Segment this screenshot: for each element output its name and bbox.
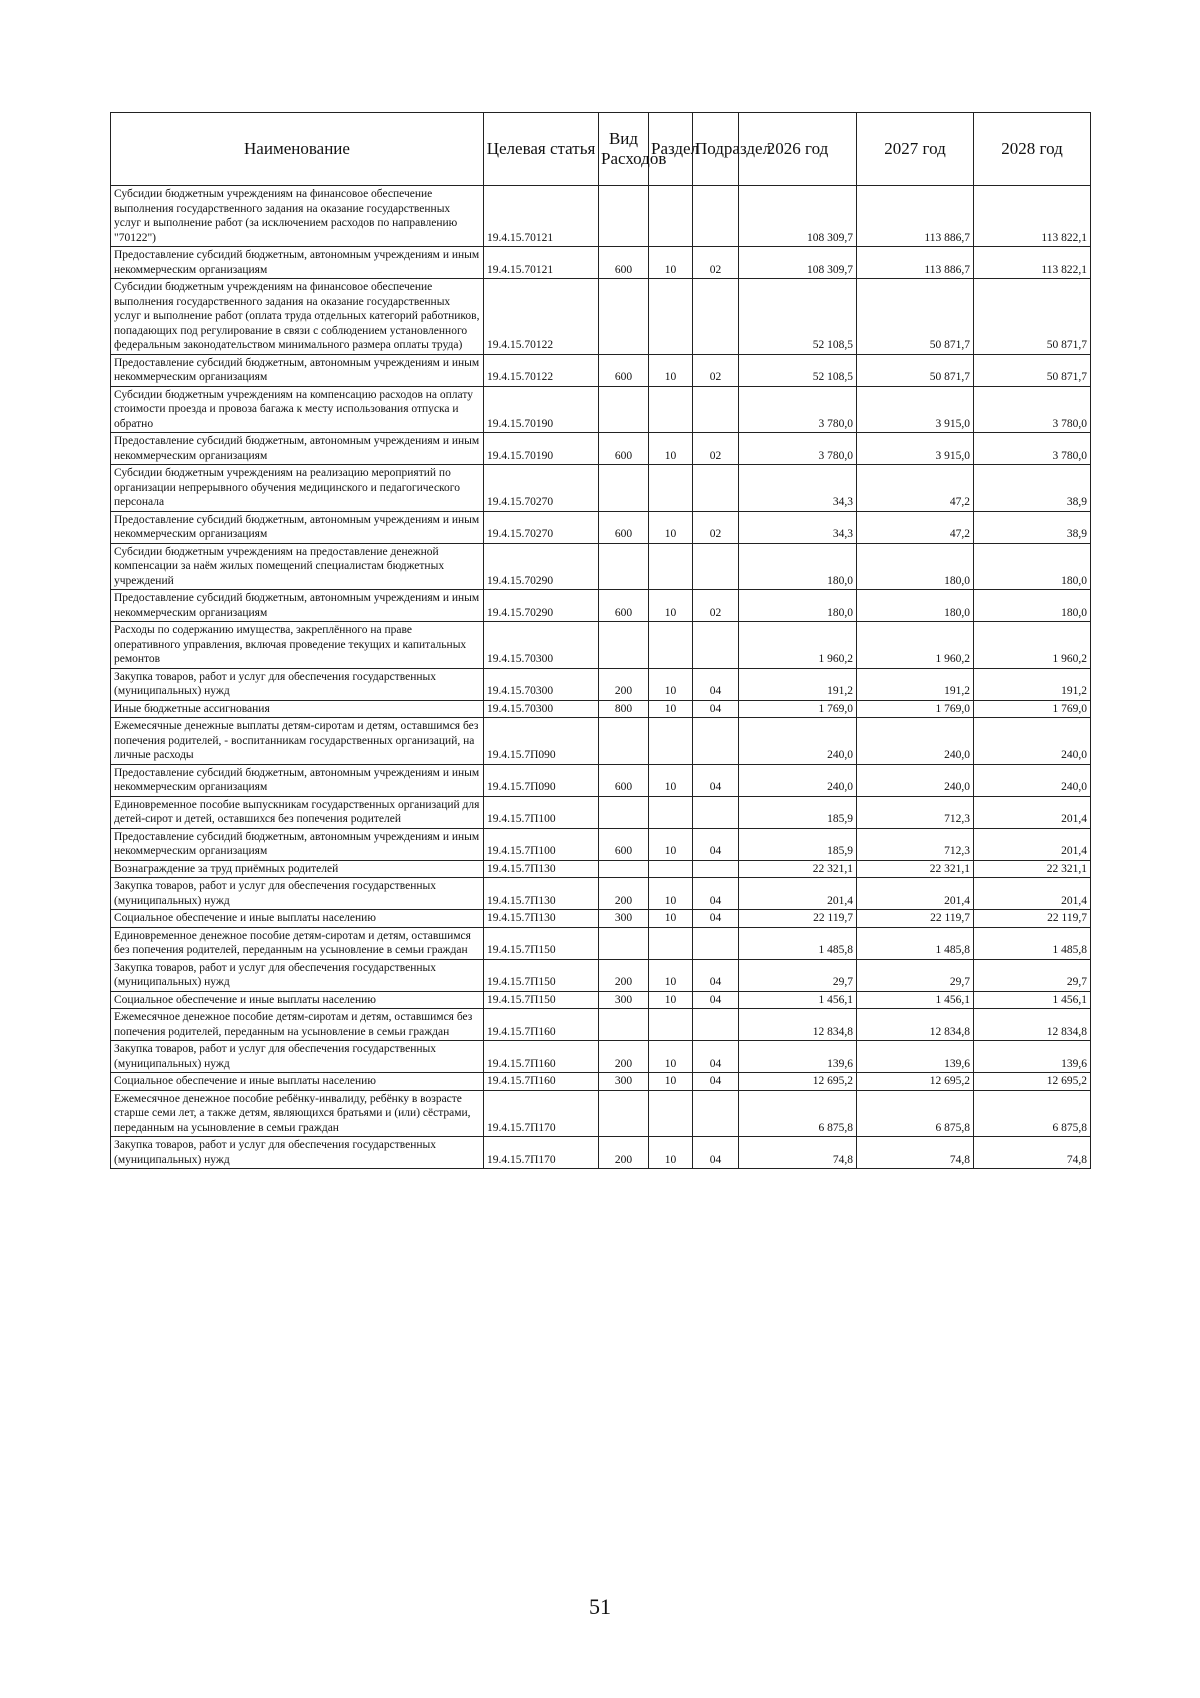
row-vid: 600 [599,590,649,622]
row-value-2028: 191,2 [974,668,1091,700]
row-value-2026: 1 456,1 [739,991,857,1009]
row-target-code: 19.4.15.70270 [484,511,599,543]
header-2026: 2026 год [739,113,857,186]
row-vid [599,279,649,355]
row-name: Предоставление субсидий бюджетным, автономным учреждениям и иным некоммерческим организациям [111,590,484,622]
row-razdel: 10 [649,511,693,543]
row-target-code: 19.4.15.7П130 [484,910,599,928]
row-value-2027: 47,2 [857,465,974,512]
table-row [111,959,1091,991]
table-row [111,511,1091,543]
row-razdel: 10 [649,910,693,928]
row-target-code: 19.4.15.70121 [484,186,599,247]
table-row [111,1009,1091,1041]
row-target-code: 19.4.15.7П150 [484,991,599,1009]
row-name: Социальное обеспечение и иные выплаты населению [111,1073,484,1091]
row-target-code: 19.4.15.70270 [484,465,599,512]
row-target-code: 19.4.15.70290 [484,590,599,622]
row-value-2028: 113 822,1 [974,186,1091,247]
table-row [111,878,1091,910]
row-podrazdel [693,543,739,590]
row-value-2026: 22 119,7 [739,910,857,928]
row-value-2028: 29,7 [974,959,1091,991]
row-name: Субсидии бюджетным учреждениям на финансовое обеспечение выполнения государственного задания на оказание государственных услуг и выполнение работ (за исключением расходов по направлению "70122") [111,186,484,247]
row-value-2028: 113 822,1 [974,247,1091,279]
row-name: Расходы по содержанию имущества, закреплённого на праве оперативного управления, включая проведение текущих и капитальных ремонтов [111,622,484,669]
document-page [110,112,1090,1169]
row-value-2028: 1 456,1 [974,991,1091,1009]
row-razdel: 10 [649,668,693,700]
row-value-2027: 712,3 [857,828,974,860]
row-name: Закупка товаров, работ и услуг для обеспечения государственных (муниципальных) нужд [111,1137,484,1169]
row-value-2026: 1 960,2 [739,622,857,669]
row-value-2026: 185,9 [739,828,857,860]
header-razdel: Раздел [649,113,693,186]
row-vid: 200 [599,878,649,910]
row-value-2026: 3 780,0 [739,433,857,465]
row-razdel [649,543,693,590]
row-target-code: 19.4.15.7П160 [484,1041,599,1073]
row-value-2027: 139,6 [857,1041,974,1073]
row-razdel: 10 [649,247,693,279]
row-podrazdel: 04 [693,700,739,718]
row-value-2026: 52 108,5 [739,279,857,355]
row-name: Закупка товаров, работ и услуг для обеспечения государственных (муниципальных) нужд [111,959,484,991]
row-razdel: 10 [649,700,693,718]
table-row [111,991,1091,1009]
table-row [111,622,1091,669]
row-vid [599,186,649,247]
table-row [111,1073,1091,1091]
row-podrazdel: 04 [693,910,739,928]
header-vid: Вид Расходов [599,113,649,186]
row-target-code: 19.4.15.7П150 [484,959,599,991]
row-value-2027: 240,0 [857,764,974,796]
table-row [111,465,1091,512]
row-value-2027: 191,2 [857,668,974,700]
row-vid [599,860,649,878]
table-row [111,186,1091,247]
row-value-2027: 29,7 [857,959,974,991]
row-target-code: 19.4.15.70121 [484,247,599,279]
row-value-2027: 1 456,1 [857,991,974,1009]
table-row [111,668,1091,700]
row-name: Субсидии бюджетным учреждениям на предоставление денежной компенсации за наём жилых помещений специалистам бюджетных учреждений [111,543,484,590]
row-razdel [649,1090,693,1137]
row-name: Предоставление субсидий бюджетным, автономным учреждениям и иным некоммерческим организациям [111,247,484,279]
row-razdel [649,718,693,765]
table-body [111,186,1091,1169]
row-vid: 200 [599,1137,649,1169]
row-razdel [649,279,693,355]
row-value-2027: 240,0 [857,718,974,765]
row-vid [599,1009,649,1041]
row-target-code: 19.4.15.70190 [484,386,599,433]
row-target-code: 19.4.15.70300 [484,622,599,669]
table-row [111,1137,1091,1169]
row-name: Ежемесячное денежное пособие детям-сиротам и детям, оставшимся без попечения родителей, переданным на усыновление в семьи граждан [111,1009,484,1041]
row-razdel [649,1009,693,1041]
row-vid: 800 [599,700,649,718]
header-podrazdel: Подраздел [693,113,739,186]
row-razdel: 10 [649,354,693,386]
row-target-code: 19.4.15.70300 [484,668,599,700]
row-podrazdel [693,927,739,959]
row-razdel: 10 [649,878,693,910]
row-value-2028: 3 780,0 [974,386,1091,433]
row-value-2026: 108 309,7 [739,247,857,279]
row-razdel: 10 [649,959,693,991]
row-name: Социальное обеспечение и иные выплаты населению [111,910,484,928]
row-name: Ежемесячное денежное пособие ребёнку-инвалиду, ребёнку в возрасте старше семи лет, а также детям, являющихся братьями и (или) сёстрами, переданным на усыновление в семьи граждан [111,1090,484,1137]
row-target-code: 19.4.15.7П100 [484,796,599,828]
row-target-code: 19.4.15.7П160 [484,1009,599,1041]
row-razdel [649,622,693,669]
row-vid: 200 [599,959,649,991]
budget-table [110,112,1091,1169]
row-value-2027: 180,0 [857,590,974,622]
row-target-code: 19.4.15.70122 [484,279,599,355]
row-razdel: 10 [649,433,693,465]
row-name: Иные бюджетные ассигнования [111,700,484,718]
row-podrazdel [693,1090,739,1137]
row-podrazdel: 04 [693,878,739,910]
row-value-2028: 6 875,8 [974,1090,1091,1137]
row-podrazdel [693,386,739,433]
table-row [111,1041,1091,1073]
row-value-2028: 50 871,7 [974,354,1091,386]
table-row [111,764,1091,796]
row-value-2026: 185,9 [739,796,857,828]
row-podrazdel [693,465,739,512]
row-vid: 300 [599,991,649,1009]
table-row [111,927,1091,959]
row-name: Субсидии бюджетным учреждениям на компенсацию расходов на оплату стоимости проезда и провоза багажа к месту использования отпуска и обратно [111,386,484,433]
row-value-2027: 3 915,0 [857,433,974,465]
row-name: Предоставление субсидий бюджетным, автономным учреждениям и иным некоммерческим организациям [111,354,484,386]
row-vid [599,718,649,765]
row-name: Вознаграждение за труд приёмных родителей [111,860,484,878]
row-value-2027: 1 485,8 [857,927,974,959]
row-value-2026: 108 309,7 [739,186,857,247]
row-name: Закупка товаров, работ и услуг для обеспечения государственных (муниципальных) нужд [111,878,484,910]
row-value-2028: 38,9 [974,465,1091,512]
row-podrazdel: 02 [693,433,739,465]
row-value-2027: 180,0 [857,543,974,590]
table-row [111,543,1091,590]
row-value-2027: 22 119,7 [857,910,974,928]
row-value-2026: 12 834,8 [739,1009,857,1041]
row-value-2026: 201,4 [739,878,857,910]
row-podrazdel [693,1009,739,1041]
row-podrazdel [693,860,739,878]
row-target-code: 19.4.15.7П170 [484,1137,599,1169]
row-razdel: 10 [649,1137,693,1169]
row-name: Предоставление субсидий бюджетным, автономным учреждениям и иным некоммерческим организациям [111,433,484,465]
row-value-2028: 3 780,0 [974,433,1091,465]
row-value-2026: 240,0 [739,764,857,796]
row-vid: 200 [599,1041,649,1073]
row-vid [599,796,649,828]
table-row [111,860,1091,878]
row-razdel [649,386,693,433]
row-value-2026: 1 769,0 [739,700,857,718]
table-row [111,279,1091,355]
row-value-2028: 12 695,2 [974,1073,1091,1091]
row-name: Предоставление субсидий бюджетным, автономным учреждениям и иным некоммерческим организациям [111,828,484,860]
row-razdel: 10 [649,1041,693,1073]
table-row [111,247,1091,279]
row-podrazdel [693,796,739,828]
row-value-2026: 180,0 [739,590,857,622]
row-vid: 300 [599,1073,649,1091]
row-name: Субсидии бюджетным учреждениям на реализацию мероприятий по организации непрерывного обучения медицинского и педагогического персонала [111,465,484,512]
row-podrazdel: 04 [693,1073,739,1091]
row-razdel: 10 [649,991,693,1009]
row-vid: 600 [599,433,649,465]
row-value-2026: 3 780,0 [739,386,857,433]
row-value-2028: 180,0 [974,543,1091,590]
header-name: Наименование [111,113,484,186]
row-vid: 300 [599,910,649,928]
row-value-2027: 47,2 [857,511,974,543]
row-value-2028: 201,4 [974,796,1091,828]
row-value-2028: 240,0 [974,718,1091,765]
row-podrazdel: 04 [693,991,739,1009]
row-vid: 600 [599,247,649,279]
row-name: Ежемесячные денежные выплаты детям-сиротам и детям, оставшимся без попечения родителей, - воспитанникам государственных организаций, на личные расходы [111,718,484,765]
header-target: Целевая статья [484,113,599,186]
row-value-2028: 1 485,8 [974,927,1091,959]
row-razdel [649,465,693,512]
row-vid [599,465,649,512]
row-value-2026: 52 108,5 [739,354,857,386]
row-value-2028: 139,6 [974,1041,1091,1073]
row-value-2027: 50 871,7 [857,279,974,355]
header-2028: 2028 год [974,113,1091,186]
row-razdel [649,186,693,247]
row-value-2026: 12 695,2 [739,1073,857,1091]
row-vid [599,543,649,590]
row-podrazdel: 04 [693,1137,739,1169]
row-value-2028: 12 834,8 [974,1009,1091,1041]
row-name: Закупка товаров, работ и услуг для обеспечения государственных (муниципальных) нужд [111,668,484,700]
row-value-2028: 50 871,7 [974,279,1091,355]
row-vid: 600 [599,828,649,860]
row-name: Субсидии бюджетным учреждениям на финансовое обеспечение выполнения государственного задания на оказание государственных услуг и выполнение работ (оплата труда отдельных категорий работников, попадающих под регулирование в связи с соблюдением установленного федеральным законодательством минимального размера оплаты труда) [111,279,484,355]
row-name: Закупка товаров, работ и услуг для обеспечения государственных (муниципальных) нужд [111,1041,484,1073]
row-target-code: 19.4.15.70122 [484,354,599,386]
row-value-2027: 712,3 [857,796,974,828]
row-podrazdel: 02 [693,590,739,622]
row-name: Предоставление субсидий бюджетным, автономным учреждениям и иным некоммерческим организациям [111,511,484,543]
table-row [111,910,1091,928]
row-value-2027: 1 769,0 [857,700,974,718]
row-value-2027: 22 321,1 [857,860,974,878]
row-target-code: 19.4.15.7П090 [484,764,599,796]
row-podrazdel [693,186,739,247]
page-number: 51 [589,1594,611,1619]
row-vid [599,1090,649,1137]
row-value-2028: 201,4 [974,878,1091,910]
row-razdel: 10 [649,1073,693,1091]
row-podrazdel: 04 [693,1041,739,1073]
row-podrazdel [693,718,739,765]
row-value-2027: 113 886,7 [857,186,974,247]
row-value-2028: 240,0 [974,764,1091,796]
row-podrazdel: 02 [693,247,739,279]
row-value-2026: 74,8 [739,1137,857,1169]
row-podrazdel: 04 [693,959,739,991]
row-value-2028: 180,0 [974,590,1091,622]
row-razdel [649,927,693,959]
header-2027: 2027 год [857,113,974,186]
row-value-2026: 191,2 [739,668,857,700]
row-podrazdel: 02 [693,511,739,543]
table-row [111,700,1091,718]
row-target-code: 19.4.15.7П100 [484,828,599,860]
row-target-code: 19.4.15.7П090 [484,718,599,765]
row-target-code: 19.4.15.7П130 [484,878,599,910]
row-vid: 600 [599,764,649,796]
row-value-2026: 34,3 [739,465,857,512]
row-value-2026: 29,7 [739,959,857,991]
row-vid: 600 [599,354,649,386]
row-value-2026: 1 485,8 [739,927,857,959]
row-podrazdel [693,279,739,355]
row-value-2028: 1 960,2 [974,622,1091,669]
row-value-2026: 34,3 [739,511,857,543]
row-value-2027: 201,4 [857,878,974,910]
row-value-2028: 22 119,7 [974,910,1091,928]
row-value-2028: 201,4 [974,828,1091,860]
table-row [111,433,1091,465]
row-podrazdel: 04 [693,828,739,860]
table-row [111,590,1091,622]
row-value-2028: 22 321,1 [974,860,1091,878]
table-header-row [111,113,1091,186]
table-row [111,828,1091,860]
row-target-code: 19.4.15.7П160 [484,1073,599,1091]
table-row [111,1090,1091,1137]
row-value-2026: 139,6 [739,1041,857,1073]
row-value-2026: 22 321,1 [739,860,857,878]
row-value-2026: 6 875,8 [739,1090,857,1137]
row-target-code: 19.4.15.7П150 [484,927,599,959]
row-podrazdel [693,622,739,669]
row-vid: 600 [599,511,649,543]
row-value-2027: 12 695,2 [857,1073,974,1091]
row-name: Единовременное денежное пособие детям-сиротам и детям, оставшимся без попечения родителей, переданным на усыновление в семьи граждан [111,927,484,959]
row-vid [599,622,649,669]
row-value-2027: 3 915,0 [857,386,974,433]
row-target-code: 19.4.15.70290 [484,543,599,590]
row-value-2028: 38,9 [974,511,1091,543]
row-value-2027: 50 871,7 [857,354,974,386]
row-podrazdel: 02 [693,354,739,386]
row-name: Единовременное пособие выпускникам государственных организаций для детей-сирот и детей, оставшихся без попечения родителей [111,796,484,828]
table-row [111,354,1091,386]
row-target-code: 19.4.15.7П170 [484,1090,599,1137]
row-target-code: 19.4.15.70190 [484,433,599,465]
row-target-code: 19.4.15.70300 [484,700,599,718]
row-razdel: 10 [649,764,693,796]
row-razdel: 10 [649,590,693,622]
row-razdel: 10 [649,828,693,860]
row-vid: 200 [599,668,649,700]
row-razdel [649,860,693,878]
row-razdel [649,796,693,828]
row-value-2027: 74,8 [857,1137,974,1169]
row-value-2027: 6 875,8 [857,1090,974,1137]
row-target-code: 19.4.15.7П130 [484,860,599,878]
table-row [111,386,1091,433]
row-name: Предоставление субсидий бюджетным, автономным учреждениям и иным некоммерческим организациям [111,764,484,796]
row-value-2027: 12 834,8 [857,1009,974,1041]
row-podrazdel: 04 [693,668,739,700]
table-row [111,796,1091,828]
table-row [111,718,1091,765]
row-value-2027: 1 960,2 [857,622,974,669]
row-vid [599,386,649,433]
row-vid [599,927,649,959]
row-name: Социальное обеспечение и иные выплаты населению [111,991,484,1009]
row-value-2028: 1 769,0 [974,700,1091,718]
row-value-2026: 180,0 [739,543,857,590]
row-podrazdel: 04 [693,764,739,796]
row-value-2026: 240,0 [739,718,857,765]
row-value-2027: 113 886,7 [857,247,974,279]
row-value-2028: 74,8 [974,1137,1091,1169]
